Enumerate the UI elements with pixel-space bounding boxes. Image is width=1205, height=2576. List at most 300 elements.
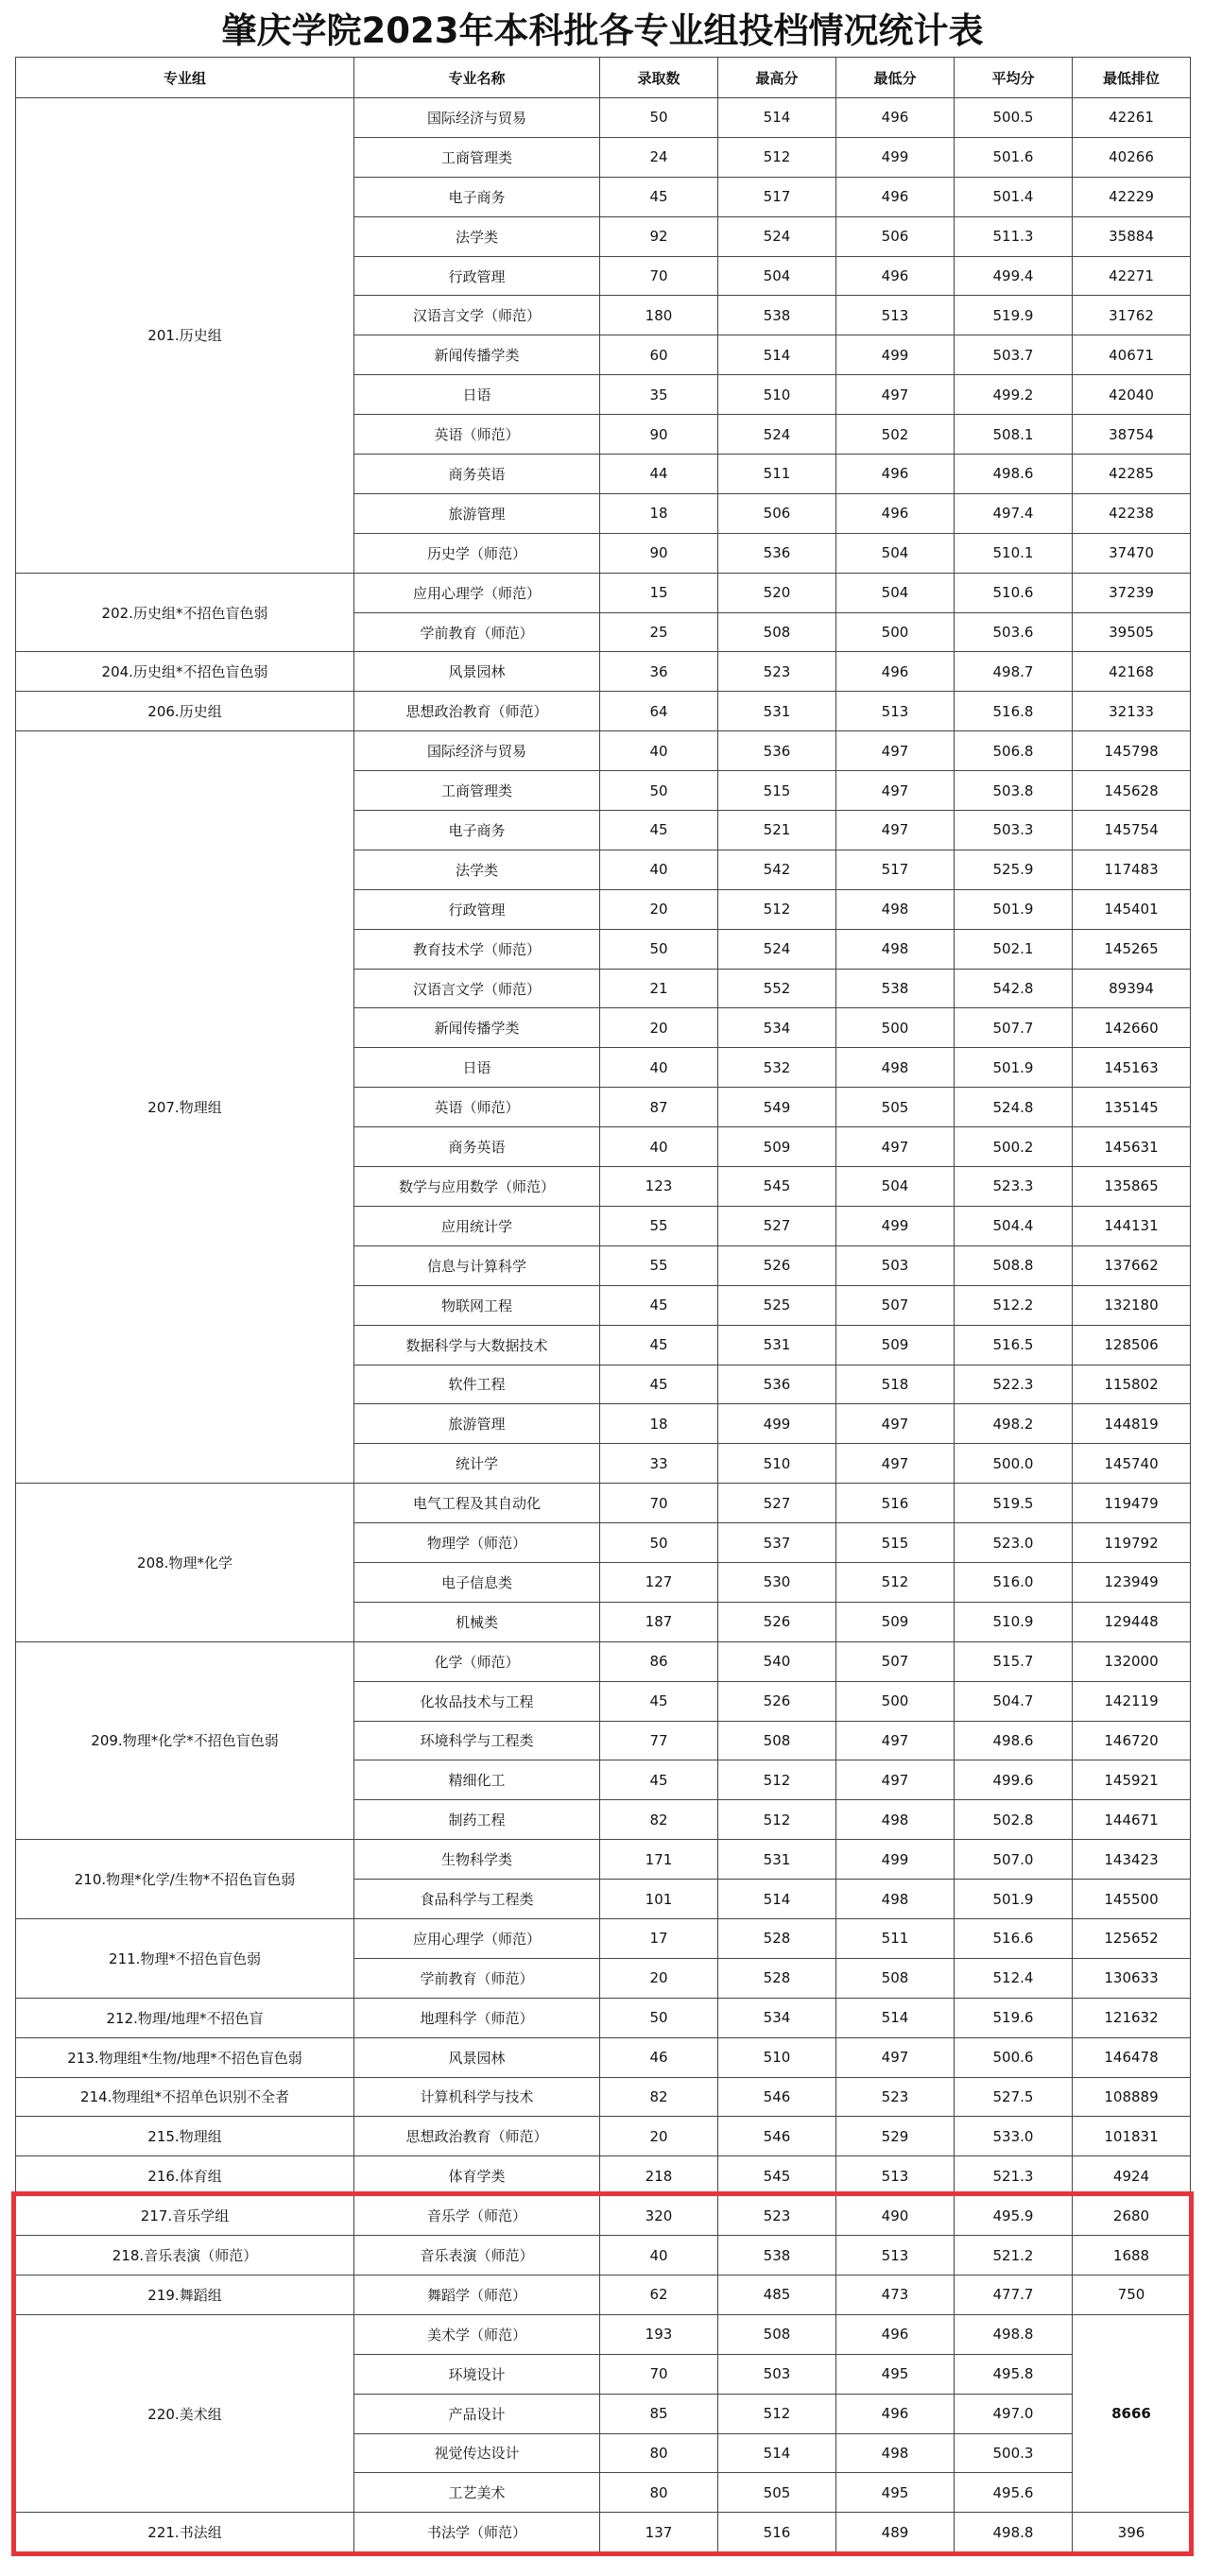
rank-cell: 128506 (1073, 1325, 1191, 1365)
header-min: 最低分 (836, 58, 955, 98)
max-score-cell: 524 (718, 216, 836, 256)
min-score-cell: 497 (836, 1127, 955, 1167)
min-score-cell: 514 (836, 1998, 955, 2037)
group-name-cell: 219.舞蹈组 (16, 2275, 354, 2314)
count-cell: 90 (600, 415, 718, 455)
rank-cell: 145163 (1073, 1048, 1191, 1088)
count-cell: 15 (600, 573, 718, 612)
avg-score-cell: 527.5 (955, 2077, 1073, 2117)
avg-score-cell: 498.6 (955, 1721, 1073, 1760)
table-row (16, 2077, 1191, 2117)
rank-cell: 40266 (1073, 137, 1191, 177)
min-score-cell: 497 (836, 771, 955, 811)
min-score-cell: 523 (836, 2077, 955, 2117)
group-name-cell: 213.物理组*生物/地理*不招色盲色弱 (16, 2037, 354, 2077)
major-cell: 数学与应用数学（师范） (354, 1167, 600, 1207)
rank-cell: 145754 (1073, 811, 1191, 850)
max-score-cell: 526 (718, 1681, 836, 1721)
max-score-cell: 536 (718, 533, 836, 573)
min-score-cell: 496 (836, 256, 955, 296)
count-cell: 18 (600, 1404, 718, 1444)
avg-score-cell: 508.8 (955, 1245, 1073, 1285)
max-score-cell: 523 (718, 2196, 836, 2236)
min-score-cell: 495 (836, 2354, 955, 2394)
major-cell: 音乐学（师范） (354, 2196, 600, 2236)
major-cell: 统计学 (354, 1444, 600, 1484)
min-score-cell: 507 (836, 1641, 955, 1681)
min-score-cell: 513 (836, 296, 955, 335)
major-cell: 应用心理学（师范） (354, 573, 600, 612)
max-score-cell: 542 (718, 850, 836, 889)
min-score-cell: 509 (836, 1602, 955, 1641)
major-cell: 化妆品技术与工程 (354, 1681, 600, 1721)
group-name-cell: 220.美术组 (16, 2314, 354, 2512)
avg-score-cell: 516.5 (955, 1325, 1073, 1365)
min-score-cell: 497 (836, 1721, 955, 1760)
rank-cell: 145628 (1073, 771, 1191, 811)
max-score-cell: 508 (718, 2314, 836, 2354)
min-score-cell: 513 (836, 2156, 955, 2196)
count-cell: 20 (600, 1008, 718, 1048)
avg-score-cell: 502.8 (955, 1800, 1073, 1840)
avg-score-cell: 501.9 (955, 889, 1073, 929)
max-score-cell: 510 (718, 375, 836, 415)
max-score-cell: 508 (718, 1721, 836, 1760)
major-cell: 商务英语 (354, 1127, 600, 1167)
count-cell: 35 (600, 375, 718, 415)
group-name-cell: 210.物理*化学/生物*不招色盲色弱 (16, 1840, 354, 1919)
min-score-cell: 490 (836, 2196, 955, 2236)
table-row (16, 1641, 1191, 1681)
count-cell: 55 (600, 1206, 718, 1245)
group-name-cell: 218.音乐表演（师范） (16, 2236, 354, 2275)
table-row (16, 2117, 1191, 2156)
max-score-cell: 525 (718, 1285, 836, 1325)
min-score-cell: 503 (836, 1245, 955, 1285)
min-score-cell: 496 (836, 177, 955, 216)
min-score-cell: 518 (836, 1365, 955, 1404)
min-score-cell: 498 (836, 889, 955, 929)
group-name-cell: 212.物理/地理*不招色盲 (16, 1998, 354, 2037)
major-cell: 国际经济与贸易 (354, 731, 600, 771)
max-score-cell: 526 (718, 1245, 836, 1285)
avg-score-cell: 504.4 (955, 1206, 1073, 1245)
avg-score-cell: 523.3 (955, 1167, 1073, 1207)
avg-score-cell: 506.8 (955, 731, 1073, 771)
max-score-cell: 515 (718, 771, 836, 811)
major-cell: 旅游管理 (354, 493, 600, 533)
max-score-cell: 517 (718, 177, 836, 216)
min-score-cell: 529 (836, 2117, 955, 2156)
avg-score-cell: 500.6 (955, 2037, 1073, 2077)
count-cell: 45 (600, 1285, 718, 1325)
count-cell: 18 (600, 493, 718, 533)
avg-score-cell: 503.8 (955, 771, 1073, 811)
major-cell: 电子商务 (354, 811, 600, 850)
count-cell: 21 (600, 969, 718, 1008)
avg-score-cell: 500.3 (955, 2433, 1073, 2473)
rank-cell: 146720 (1073, 1721, 1191, 1760)
max-score-cell: 511 (718, 455, 836, 494)
rank-cell: 37470 (1073, 533, 1191, 573)
rank-cell: 39505 (1073, 612, 1191, 652)
count-cell: 50 (600, 1523, 718, 1563)
max-score-cell: 526 (718, 1602, 836, 1641)
max-score-cell: 499 (718, 1404, 836, 1444)
count-cell: 90 (600, 533, 718, 573)
min-score-cell: 504 (836, 573, 955, 612)
count-cell: 70 (600, 2354, 718, 2394)
major-cell: 教育技术学（师范） (354, 929, 600, 969)
count-cell: 45 (600, 1760, 718, 1800)
rank-cell: 42261 (1073, 98, 1191, 138)
max-score-cell: 503 (718, 2354, 836, 2394)
avg-score-cell: 521.2 (955, 2236, 1073, 2275)
group-name-cell: 201.历史组 (16, 98, 354, 574)
max-score-cell: 512 (718, 1760, 836, 1800)
max-score-cell: 485 (718, 2275, 836, 2314)
min-score-cell: 496 (836, 455, 955, 494)
min-score-cell: 499 (836, 137, 955, 177)
rank-cell: 144131 (1073, 1206, 1191, 1245)
min-score-cell: 497 (836, 375, 955, 415)
max-score-cell: 512 (718, 889, 836, 929)
avg-score-cell: 498.7 (955, 652, 1073, 692)
count-cell: 193 (600, 2314, 718, 2354)
major-cell: 英语（师范） (354, 415, 600, 455)
rank-cell: 121632 (1073, 1998, 1191, 2037)
max-score-cell: 528 (718, 1958, 836, 1998)
count-cell: 123 (600, 1167, 718, 1207)
max-score-cell: 534 (718, 1008, 836, 1048)
major-cell: 风景园林 (354, 652, 600, 692)
max-score-cell: 524 (718, 415, 836, 455)
avg-score-cell: 522.3 (955, 1365, 1073, 1404)
avg-score-cell: 495.6 (955, 2473, 1073, 2513)
header-count: 录取数 (600, 58, 718, 98)
max-score-cell: 538 (718, 2236, 836, 2275)
major-cell: 思想政治教育（师范） (354, 692, 600, 731)
avg-score-cell: 519.6 (955, 1998, 1073, 2037)
table-header-row (16, 58, 1191, 98)
count-cell: 40 (600, 1048, 718, 1088)
count-cell: 45 (600, 1681, 718, 1721)
min-score-cell: 513 (836, 692, 955, 731)
count-cell: 77 (600, 1721, 718, 1760)
max-score-cell: 537 (718, 1523, 836, 1563)
group-name-cell: 204.历史组*不招色盲色弱 (16, 652, 354, 692)
table-row (16, 692, 1191, 731)
min-score-cell: 498 (836, 1800, 955, 1840)
rank-cell: 125652 (1073, 1918, 1191, 1958)
min-score-cell: 497 (836, 1760, 955, 1800)
group-name-cell: 215.物理组 (16, 2117, 354, 2156)
avg-score-cell: 499.4 (955, 256, 1073, 296)
avg-score-cell: 502.1 (955, 929, 1073, 969)
min-score-cell: 517 (836, 850, 955, 889)
count-cell: 40 (600, 850, 718, 889)
major-cell: 环境设计 (354, 2354, 600, 2394)
avg-score-cell: 508.1 (955, 415, 1073, 455)
count-cell: 87 (600, 1088, 718, 1127)
min-score-cell: 496 (836, 493, 955, 533)
max-score-cell: 523 (718, 652, 836, 692)
max-score-cell: 514 (718, 335, 836, 375)
major-cell: 物联网工程 (354, 1285, 600, 1325)
min-score-cell: 498 (836, 1048, 955, 1088)
max-score-cell: 527 (718, 1484, 836, 1523)
major-cell: 舞蹈学（师范） (354, 2275, 600, 2314)
avg-score-cell: 515.7 (955, 1641, 1073, 1681)
max-score-cell: 536 (718, 1365, 836, 1404)
rank-cell: 396 (1073, 2513, 1191, 2552)
avg-score-cell: 523.0 (955, 1523, 1073, 1563)
table-row (16, 652, 1191, 692)
max-score-cell: 504 (718, 256, 836, 296)
max-score-cell: 549 (718, 1088, 836, 1127)
min-score-cell: 499 (836, 335, 955, 375)
rank-cell: 129448 (1073, 1602, 1191, 1641)
count-cell: 80 (600, 2473, 718, 2513)
major-cell: 制药工程 (354, 1800, 600, 1840)
table-row (16, 2236, 1191, 2275)
major-cell: 美术学（师范） (354, 2314, 600, 2354)
rank-cell: 42285 (1073, 455, 1191, 494)
min-score-cell: 497 (836, 1404, 955, 1444)
count-cell: 70 (600, 1484, 718, 1523)
major-cell: 学前教育（师范） (354, 612, 600, 652)
min-score-cell: 499 (836, 1840, 955, 1880)
avg-score-cell: 500.5 (955, 98, 1073, 138)
avg-score-cell: 519.9 (955, 296, 1073, 335)
avg-score-cell: 511.3 (955, 216, 1073, 256)
header-avg: 平均分 (955, 58, 1073, 98)
rank-cell: 135865 (1073, 1167, 1191, 1207)
min-score-cell: 498 (836, 2433, 955, 2473)
rank-cell: 1688 (1073, 2236, 1191, 2275)
min-score-cell: 500 (836, 612, 955, 652)
group-name-cell: 217.音乐学组 (16, 2196, 354, 2236)
rank-cell: 119479 (1073, 1484, 1191, 1523)
avg-score-cell: 525.9 (955, 850, 1073, 889)
group-name-cell: 214.物理组*不招单色识别不全者 (16, 2077, 354, 2117)
count-cell: 60 (600, 335, 718, 375)
avg-score-cell: 497.4 (955, 493, 1073, 533)
avg-score-cell: 498.8 (955, 2513, 1073, 2552)
min-score-cell: 513 (836, 2236, 955, 2275)
max-score-cell: 540 (718, 1641, 836, 1681)
major-cell: 汉语言文学（师范） (354, 296, 600, 335)
max-score-cell: 514 (718, 1880, 836, 1919)
count-cell: 70 (600, 256, 718, 296)
count-cell: 25 (600, 612, 718, 652)
major-cell: 应用心理学（师范） (354, 1918, 600, 1958)
major-cell: 产品设计 (354, 2394, 600, 2433)
min-score-cell: 504 (836, 533, 955, 573)
page-title: 肇庆学院2023年本科批各专业组投档情况统计表 (221, 10, 984, 51)
major-cell: 工商管理类 (354, 771, 600, 811)
min-score-cell: 502 (836, 415, 955, 455)
major-cell: 物理学（师范） (354, 1523, 600, 1563)
avg-score-cell: 510.6 (955, 573, 1073, 612)
rank-cell: 142119 (1073, 1681, 1191, 1721)
count-cell: 92 (600, 216, 718, 256)
count-cell: 86 (600, 1641, 718, 1681)
header-major: 专业名称 (354, 58, 600, 98)
rank-cell: 37239 (1073, 573, 1191, 612)
min-score-cell: 497 (836, 1444, 955, 1484)
avg-score-cell: 507.0 (955, 1840, 1073, 1880)
min-score-cell: 473 (836, 2275, 955, 2314)
max-score-cell: 510 (718, 2037, 836, 2077)
group-name-cell: 206.历史组 (16, 692, 354, 731)
major-cell: 精细化工 (354, 1760, 600, 1800)
rank-cell: 2680 (1073, 2196, 1191, 2236)
max-score-cell: 531 (718, 1840, 836, 1880)
max-score-cell: 508 (718, 612, 836, 652)
header-group: 专业组 (16, 58, 354, 98)
rank-cell: 145740 (1073, 1444, 1191, 1484)
rank-cell: 145265 (1073, 929, 1191, 969)
min-score-cell: 507 (836, 1285, 955, 1325)
min-score-cell: 497 (836, 811, 955, 850)
count-cell: 85 (600, 2394, 718, 2433)
count-cell: 171 (600, 1840, 718, 1880)
max-score-cell: 545 (718, 1167, 836, 1207)
max-score-cell: 512 (718, 1800, 836, 1840)
max-score-cell: 514 (718, 2433, 836, 2473)
count-cell: 55 (600, 1245, 718, 1285)
avg-score-cell: 512.4 (955, 1958, 1073, 1998)
rank-cell: 135145 (1073, 1088, 1191, 1127)
avg-score-cell: 510.1 (955, 533, 1073, 573)
count-cell: 127 (600, 1562, 718, 1602)
count-cell: 137 (600, 2513, 718, 2552)
major-cell: 商务英语 (354, 455, 600, 494)
major-cell: 思想政治教育（师范） (354, 2117, 600, 2156)
major-cell: 新闻传播学类 (354, 335, 600, 375)
min-score-cell: 495 (836, 2473, 955, 2513)
group-name-cell: 208.物理*化学 (16, 1484, 354, 1642)
min-score-cell: 498 (836, 929, 955, 969)
avg-score-cell: 510.9 (955, 1602, 1073, 1641)
count-cell: 218 (600, 2156, 718, 2196)
max-score-cell: 530 (718, 1562, 836, 1602)
avg-score-cell: 501.6 (955, 137, 1073, 177)
max-score-cell: 520 (718, 573, 836, 612)
count-cell: 17 (600, 1918, 718, 1958)
major-cell: 视觉传达设计 (354, 2433, 600, 2473)
avg-score-cell: 499.6 (955, 1760, 1073, 1800)
min-score-cell: 497 (836, 731, 955, 771)
count-cell: 45 (600, 177, 718, 216)
rank-cell: 89394 (1073, 969, 1191, 1008)
major-cell: 行政管理 (354, 889, 600, 929)
table-row (16, 2196, 1191, 2236)
max-score-cell: 531 (718, 692, 836, 731)
max-score-cell: 521 (718, 811, 836, 850)
avg-score-cell: 542.8 (955, 969, 1073, 1008)
major-cell: 软件工程 (354, 1365, 600, 1404)
major-cell: 信息与计算科学 (354, 1245, 600, 1285)
avg-score-cell: 507.7 (955, 1008, 1073, 1048)
rank-cell: 42168 (1073, 652, 1191, 692)
rank-cell: 42040 (1073, 375, 1191, 415)
major-cell: 应用统计学 (354, 1206, 600, 1245)
major-cell: 旅游管理 (354, 1404, 600, 1444)
table-row (16, 1840, 1191, 1880)
max-score-cell: 534 (718, 1998, 836, 2037)
major-cell: 电气工程及其自动化 (354, 1484, 600, 1523)
min-score-cell: 499 (836, 1206, 955, 1245)
min-score-cell: 498 (836, 1880, 955, 1919)
table-row (16, 2037, 1191, 2077)
count-cell: 101 (600, 1880, 718, 1919)
avg-score-cell: 498.2 (955, 1404, 1073, 1444)
rank-cell: 123949 (1073, 1562, 1191, 1602)
max-score-cell: 527 (718, 1206, 836, 1245)
major-cell: 国际经济与贸易 (354, 98, 600, 138)
major-cell: 新闻传播学类 (354, 1008, 600, 1048)
count-cell: 82 (600, 2077, 718, 2117)
min-score-cell: 512 (836, 1562, 955, 1602)
max-score-cell: 546 (718, 2077, 836, 2117)
major-cell: 计算机科学与技术 (354, 2077, 600, 2117)
major-cell: 食品科学与工程类 (354, 1880, 600, 1919)
count-cell: 50 (600, 771, 718, 811)
major-cell: 学前教育（师范） (354, 1958, 600, 1998)
rank-cell: 117483 (1073, 850, 1191, 889)
rank-cell: 108889 (1073, 2077, 1191, 2117)
min-score-cell: 497 (836, 2037, 955, 2077)
table-row (16, 98, 1191, 138)
count-cell: 64 (600, 692, 718, 731)
count-cell: 33 (600, 1444, 718, 1484)
rank-cell: 119792 (1073, 1523, 1191, 1563)
avg-score-cell: 516.6 (955, 1918, 1073, 1958)
avg-score-cell: 503.3 (955, 811, 1073, 850)
count-cell: 20 (600, 1958, 718, 1998)
group-name-cell: 202.历史组*不招色盲色弱 (16, 573, 354, 652)
count-cell: 180 (600, 296, 718, 335)
count-cell: 50 (600, 1998, 718, 2037)
rank-cell: 137662 (1073, 1245, 1191, 1285)
avg-score-cell: 533.0 (955, 2117, 1073, 2156)
max-score-cell: 532 (718, 1048, 836, 1088)
major-cell: 机械类 (354, 1602, 600, 1641)
count-cell: 50 (600, 98, 718, 138)
rank-cell: 42271 (1073, 256, 1191, 296)
major-cell: 工商管理类 (354, 137, 600, 177)
major-cell: 电子商务 (354, 177, 600, 216)
avg-score-cell: 498.8 (955, 2314, 1073, 2354)
avg-score-cell: 495.8 (955, 2354, 1073, 2394)
count-cell: 46 (600, 2037, 718, 2077)
table-row (16, 2156, 1191, 2196)
major-cell: 英语（师范） (354, 1088, 600, 1127)
avg-score-cell: 498.6 (955, 455, 1073, 494)
avg-score-cell: 500.2 (955, 1127, 1073, 1167)
max-score-cell: 552 (718, 969, 836, 1008)
min-score-cell: 500 (836, 1681, 955, 1721)
min-score-cell: 496 (836, 98, 955, 138)
min-score-cell: 509 (836, 1325, 955, 1365)
table-row (16, 1484, 1191, 1523)
max-score-cell: 538 (718, 296, 836, 335)
table-body (16, 98, 1191, 2552)
avg-score-cell: 524.8 (955, 1088, 1073, 1127)
table-row (16, 1918, 1191, 1958)
